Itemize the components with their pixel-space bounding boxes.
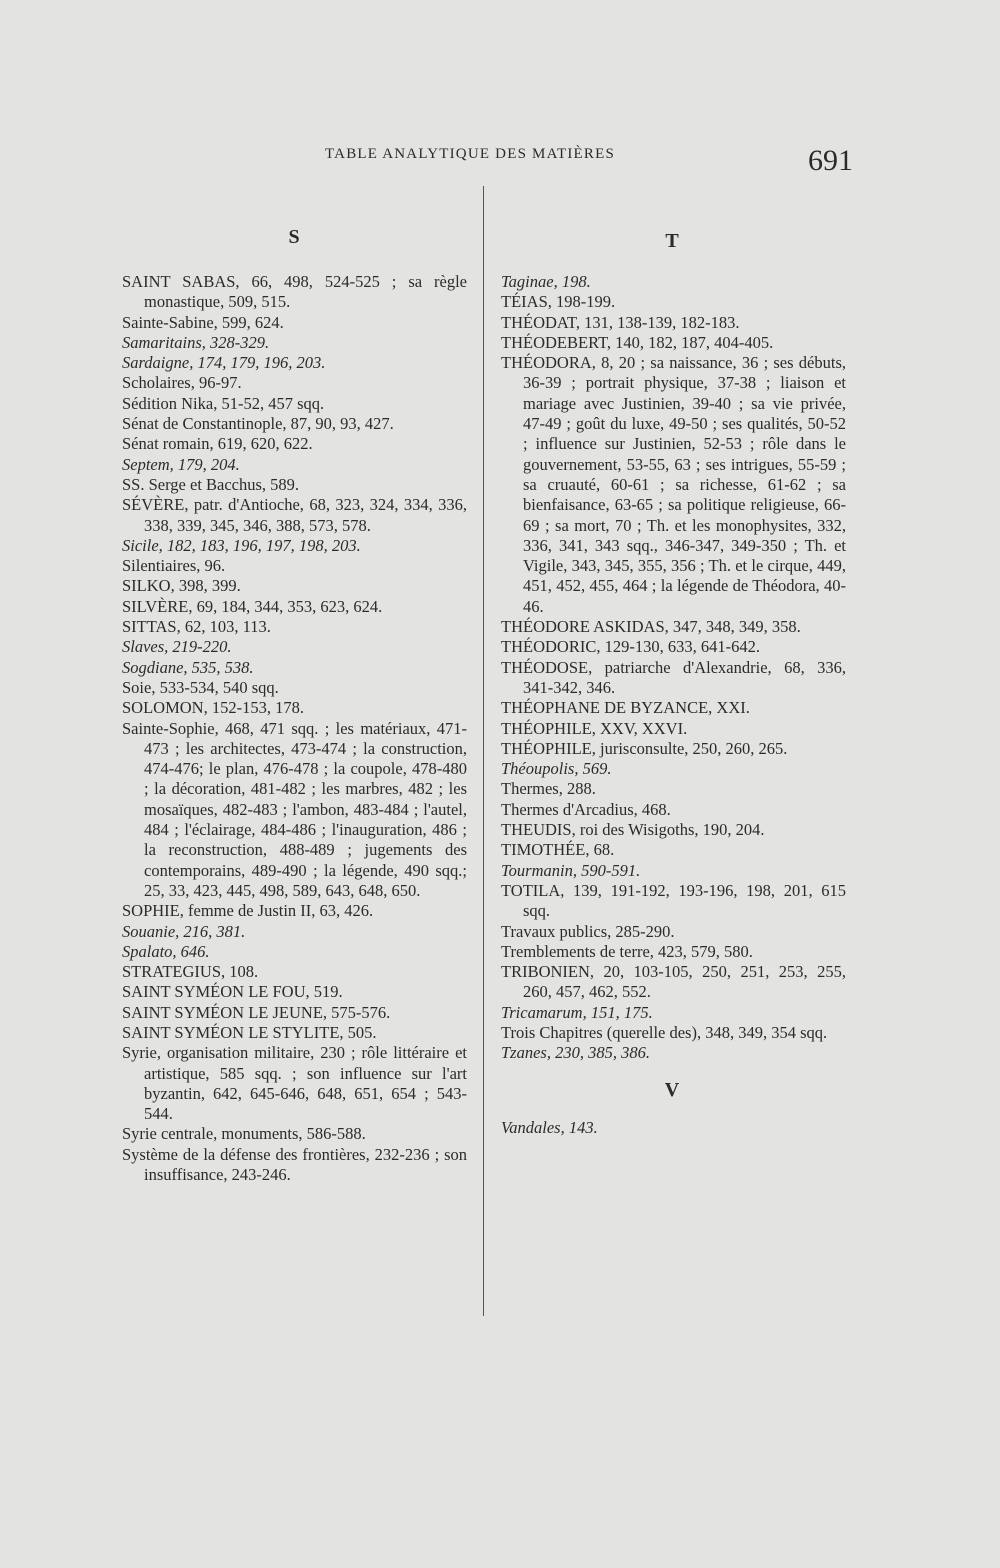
index-entry: SÉVÈRE, patr. d'Antioche, 68, 323, 324, 334, 336, 338, 339, 345, 346, 388, 573, 578.	[122, 495, 467, 535]
index-entry: TRIBONIEN, 20, 103-105, 250, 251, 253, 255, 260, 457, 462, 552.	[501, 962, 846, 1002]
index-entry: TIMOTHÉE, 68.	[501, 840, 615, 860]
section-letter-s: S	[288, 226, 300, 248]
index-entry: SAINT SYMÉON LE JEUNE, 575-576.	[122, 1002, 391, 1022]
index-entry: THÉOPHILE, jurisconsulte, 250, 260, 265.	[501, 738, 788, 758]
index-entry: Tricamarum, 151, 175.	[501, 1002, 653, 1022]
index-entry: Sénat de Constantinople, 87, 90, 93, 427.	[122, 414, 394, 434]
right-column	[501, 272, 846, 1138]
index-entry: SILKO, 398, 399.	[122, 576, 241, 596]
index-entry: SAINT SYMÉON LE FOU, 519.	[122, 982, 343, 1002]
column-divider	[483, 186, 484, 1316]
index-entry: Sicile, 182, 183, 196, 197, 198, 203.	[122, 535, 361, 555]
index-entry: Syrie, organisation militaire, 230 ; rôle littéraire et artistique, 585 sqq. ; son influence sur l'art byzantin, 642, 645-646, 648, 651, 654 ; 543-544.	[122, 1043, 467, 1124]
index-entry: Tourmanin, 590-591.	[501, 860, 641, 880]
index-entry: Travaux publics, 285-290.	[501, 921, 675, 941]
index-entry: Samaritains, 328-329.	[122, 332, 270, 352]
index-entry: THÉODEBERT, 140, 182, 187, 404-405.	[501, 332, 774, 352]
index-entry: THÉODAT, 131, 138-139, 182-183.	[501, 312, 740, 332]
index-entry: Tremblements de terre, 423, 579, 580.	[501, 941, 753, 961]
index-entry: SAINT SABAS, 66, 498, 524-525 ; sa règle monastique, 509, 515.	[122, 272, 467, 312]
index-entry: SOPHIE, femme de Justin II, 63, 426.	[122, 901, 374, 921]
section-v-heading-row	[501, 1064, 846, 1118]
index-entry: Sénat romain, 619, 620, 622.	[122, 434, 313, 454]
section-letter-t: T	[665, 230, 679, 252]
index-entry: Tzanes, 230, 385, 386.	[501, 1043, 650, 1063]
index-entry: Sédition Nika, 51-52, 457 sqq.	[122, 393, 325, 413]
index-entry: SAINT SYMÉON LE STYLITE, 505.	[122, 1022, 377, 1042]
index-entry: Thermes d'Arcadius, 468.	[501, 799, 671, 819]
index-entry: THÉOPHANE DE BYZANCE, XXI.	[501, 698, 750, 718]
index-entry: Souanie, 216, 381.	[122, 921, 246, 941]
index-entry: THÉODORE ASKIDAS, 347, 348, 349, 358.	[501, 617, 801, 637]
index-entry: Septem, 179, 204.	[122, 454, 240, 474]
index-entry: Vandales, 143.	[501, 1117, 598, 1137]
index-entry: THÉODORIC, 129-130, 633, 641-642.	[501, 637, 760, 657]
index-entry: Thermes, 288.	[501, 779, 596, 799]
index-entry: Sardaigne, 174, 179, 196, 203.	[122, 353, 326, 373]
index-entry: THEUDIS, roi des Wisigoths, 190, 204.	[501, 820, 765, 840]
index-entry: Syrie centrale, monuments, 586-588.	[122, 1124, 366, 1144]
index-entry: Scholaires, 96-97.	[122, 373, 242, 393]
index-entry: TOTILA, 139, 191-192, 193-196, 198, 201, 615 sqq.	[501, 880, 846, 921]
index-entry: SS. Serge et Bacchus, 589.	[122, 474, 300, 494]
index-entry: Système de la défense des frontières, 232-236 ; son insuffisance, 243-246.	[122, 1144, 467, 1185]
index-entry: SOLOMON, 152-153, 178.	[122, 698, 304, 718]
running-title: TABLE ANALYTIQUE DES MATIÈRES	[325, 146, 615, 162]
left-column	[122, 272, 467, 1185]
running-head	[0, 144, 1000, 177]
index-entry: Silentiaires, 96.	[122, 556, 226, 576]
index-entry: Trois Chapitres (querelle des), 348, 349, 354 sqq.	[501, 1022, 828, 1042]
index-entry: SITTAS, 62, 103, 113.	[122, 617, 271, 637]
index-entry: THÉOPHILE, XXV, XXVI.	[501, 718, 688, 738]
index-entry: Sainte-Sabine, 599, 624.	[122, 312, 284, 332]
section-letter-v: V	[664, 1078, 680, 1101]
index-entry: SILVÈRE, 69, 184, 344, 353, 623, 624.	[122, 596, 383, 616]
index-entry: Taginae, 198.	[501, 272, 591, 291]
index-entry: Sainte-Sophie, 468, 471 sqq. ; les matériaux, 471-473 ; les architectes, 473-474 ; la construction, 474-476; le plan, 476-478 ; la coupole, 478-480 ; la décoration, 481-482 ; les marbres, 482 ; les mosaïques, 482-483 ; l'ambon, 483-484 ; l'autel, 484 ; l'éclairage, 484-486 ; l'inauguration, 486 ; la reconstruction, 488-489 ; jugements des contemporains, 489-490 ; la légende, 490 sqq.; 25, 33, 423, 445, 498, 589, 643, 648, 650.	[122, 718, 467, 900]
page-number: 691	[808, 144, 853, 177]
index-entry: STRATEGIUS, 108.	[122, 962, 259, 982]
index-entry: Soie, 533-534, 540 sqq.	[122, 677, 279, 697]
index-entry: Slaves, 219-220.	[122, 637, 232, 657]
index-entry: Théoupolis, 569.	[501, 759, 612, 779]
index-entry: THÉODORA, 8, 20 ; sa naissance, 36 ; ses débuts, 36-39 ; portrait physique, 37-38 ; liaison et mariage avec Justinien, 39-40 ; sa vie privée, 47-49 ; goût du luxe, 49-50 ; ses qualités, 50-52 ; influence sur Justinien, 52-53 ; rôle dans le gouvernement, 53-55, 63 ; ses intrigues, 55-59 ; sa cruauté, 60-61 ; sa richesse, 61-62 ; sa bienfaisance, 63-65 ; sa politique religieuse, 66-69 ; sa mort, 70 ; Th. et les monophysites, 332, 336, 341, 343 sqq., 346-347, 349-350 ; Th. et Vigile, 343, 345, 355, 356 ; Th. et le cirque, 449, 451, 452, 455, 464 ; la légende de Théodora, 40-46.	[501, 353, 846, 616]
index-entry: TÉIAS, 198-199.	[501, 292, 616, 312]
index-entry: THÉODOSE, patriarche d'Alexandrie, 68, 336, 341-342, 346.	[501, 657, 846, 697]
index-entry: Sogdiane, 535, 538.	[122, 657, 254, 677]
index-entry: Spalato, 646.	[122, 941, 210, 961]
